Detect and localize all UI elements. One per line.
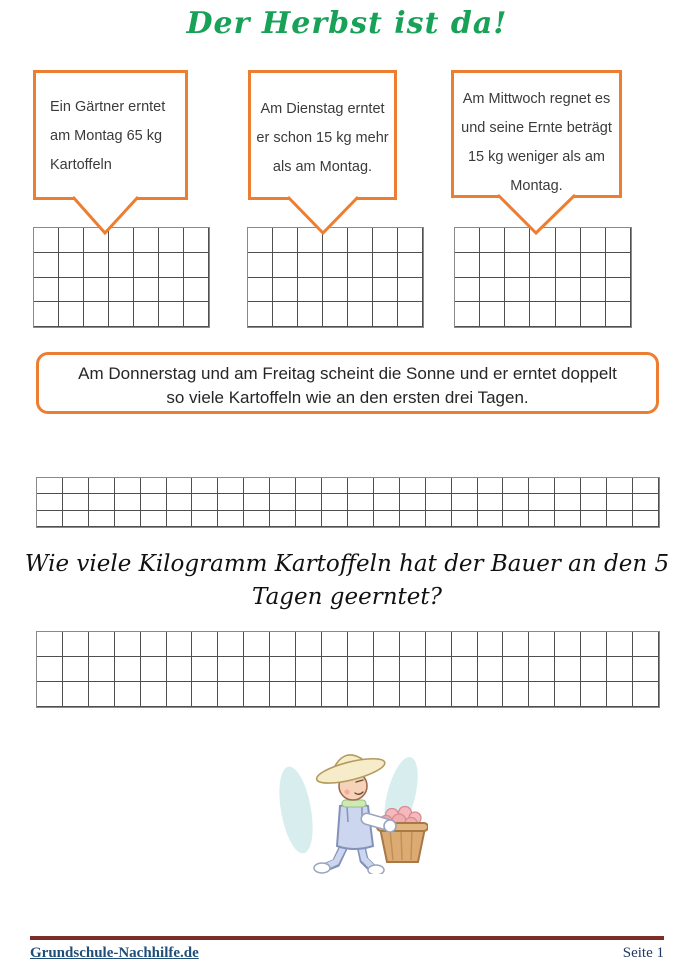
grid-cell — [455, 228, 480, 253]
grid-cell — [109, 302, 134, 327]
grid-cell — [296, 657, 322, 682]
grid-cell — [607, 682, 633, 707]
grid-cell — [192, 478, 218, 494]
grid-cell — [159, 278, 184, 303]
grid-cell — [218, 657, 244, 682]
grid-cell — [322, 478, 348, 494]
grid-cell — [529, 632, 555, 657]
grid-cell — [607, 478, 633, 494]
thursday-friday-info-box — [36, 352, 659, 414]
grid-cell — [270, 657, 296, 682]
grid-cell — [530, 278, 555, 303]
squared-answer-grid-monday — [33, 227, 210, 328]
grid-cell — [192, 657, 218, 682]
grid-cell — [348, 657, 374, 682]
grid-cell — [167, 511, 193, 527]
grid-cell — [374, 682, 400, 707]
grid-cell — [34, 253, 59, 278]
grid-cell — [348, 511, 374, 527]
grid-cell — [398, 278, 423, 303]
grid-cell — [59, 228, 84, 253]
grid-cell — [400, 632, 426, 657]
grid-cell — [581, 278, 606, 303]
grid-cell — [89, 657, 115, 682]
grid-cell — [115, 478, 141, 494]
grid-cell — [218, 632, 244, 657]
grid-cell — [607, 494, 633, 510]
grid-cell — [244, 632, 270, 657]
grid-cell — [581, 228, 606, 253]
page-title: Der Herbst ist da! — [186, 6, 508, 41]
grid-cell — [555, 657, 581, 682]
grid-cell — [115, 494, 141, 510]
grid-cell — [184, 278, 209, 303]
grid-cell — [556, 302, 581, 327]
speech-bubble-tuesday-text — [251, 95, 394, 182]
grid-cell — [134, 228, 159, 253]
grid-cell — [59, 253, 84, 278]
grid-cell — [374, 478, 400, 494]
grid-cell — [478, 511, 504, 527]
grid-cell — [159, 253, 184, 278]
grid-cell — [633, 478, 659, 494]
grid-cell — [63, 478, 89, 494]
grid-cell — [323, 253, 348, 278]
grid-cell — [322, 682, 348, 707]
bubble-line: Am Dienstag erntet — [260, 101, 385, 117]
grid-cell — [109, 278, 134, 303]
grid-cell — [373, 253, 398, 278]
grid-cell — [109, 253, 134, 278]
grid-cell — [373, 228, 398, 253]
question-line: Tagen geerntet? — [252, 584, 442, 610]
footer-site-link[interactable]: Grundschule-Nachhilfe.de — [30, 945, 199, 961]
grid-cell — [606, 278, 631, 303]
grid-cell — [503, 478, 529, 494]
grid-cell — [218, 494, 244, 510]
grid-cell — [505, 278, 530, 303]
grid-cell — [503, 494, 529, 510]
grid-cell — [478, 494, 504, 510]
grid-cell — [273, 278, 298, 303]
grid-cell — [159, 228, 184, 253]
grid-cell — [141, 657, 167, 682]
grid-cell — [115, 657, 141, 682]
grid-cell — [63, 682, 89, 707]
grid-cell — [244, 657, 270, 682]
grid-cell — [581, 253, 606, 278]
grid-cell — [426, 657, 452, 682]
speech-bubble-monday — [33, 70, 188, 200]
grid-cell — [296, 494, 322, 510]
grid-cell — [192, 682, 218, 707]
speech-bubble-tuesday — [248, 70, 397, 200]
grid-cell — [529, 494, 555, 510]
grid-cell — [296, 682, 322, 707]
grid-cell — [115, 632, 141, 657]
grid-cell — [184, 302, 209, 327]
question-line: Wie viele Kilogramm Kartoffeln hat der Bauer an den 5 — [24, 551, 670, 577]
grid-cell — [503, 632, 529, 657]
grid-cell — [192, 632, 218, 657]
grid-cell — [141, 494, 167, 510]
grid-cell — [89, 478, 115, 494]
grid-cell — [159, 302, 184, 327]
grid-cell — [478, 478, 504, 494]
grid-cell — [374, 632, 400, 657]
grid-cell — [374, 494, 400, 510]
info-box-line: Am Donnerstag und am Freitag scheint die Sonne und er erntet doppelt — [78, 364, 617, 383]
grid-cell — [556, 278, 581, 303]
grid-cell — [244, 682, 270, 707]
grid-cell — [348, 682, 374, 707]
grid-cell — [348, 632, 374, 657]
grid-cell — [530, 302, 555, 327]
grid-cell — [581, 682, 607, 707]
footer-divider — [30, 936, 664, 940]
grid-cell — [633, 494, 659, 510]
grid-cell — [478, 682, 504, 707]
grid-cell — [167, 657, 193, 682]
grid-cell — [398, 228, 423, 253]
grid-cell — [581, 632, 607, 657]
grid-cell — [633, 657, 659, 682]
grid-cell — [581, 494, 607, 510]
grid-cell — [37, 632, 63, 657]
grid-cell — [192, 494, 218, 510]
footer-page-number: Seite 1 — [622, 945, 664, 961]
grid-cell — [606, 228, 631, 253]
grid-cell — [480, 253, 505, 278]
bubble-line: er schon 15 kg mehr — [256, 130, 389, 146]
grid-cell — [84, 228, 109, 253]
grid-cell — [556, 228, 581, 253]
grid-cell — [298, 253, 323, 278]
grid-cell — [607, 632, 633, 657]
grid-cell — [109, 228, 134, 253]
grid-cell — [89, 632, 115, 657]
grid-cell — [34, 278, 59, 303]
grid-cell — [89, 511, 115, 527]
grid-cell — [606, 302, 631, 327]
grid-cell — [37, 511, 63, 527]
grid-cell — [184, 228, 209, 253]
speech-bubble-wednesday — [451, 70, 622, 198]
grid-cell — [134, 302, 159, 327]
bubble-line: als am Montag. — [272, 159, 373, 175]
squared-answer-grid-wide-top — [36, 477, 660, 528]
grid-cell — [452, 632, 478, 657]
grid-cell — [322, 511, 348, 527]
grid-cell — [59, 278, 84, 303]
grid-cell — [84, 302, 109, 327]
grid-cell — [503, 657, 529, 682]
grid-cell — [323, 302, 348, 327]
grid-cell — [296, 511, 322, 527]
grid-cell — [273, 253, 298, 278]
grid-cell — [348, 278, 373, 303]
grid-cell — [218, 478, 244, 494]
grid-cell — [248, 253, 273, 278]
bubble-line: Montag. — [510, 178, 563, 194]
grid-cell — [270, 682, 296, 707]
grid-cell — [581, 511, 607, 527]
grid-cell — [248, 302, 273, 327]
grid-cell — [455, 278, 480, 303]
grid-cell — [63, 632, 89, 657]
grid-cell — [322, 494, 348, 510]
bubble-line: Am Mittwoch regnet es — [462, 91, 611, 107]
grid-cell — [426, 478, 452, 494]
grid-cell — [398, 253, 423, 278]
grid-cell — [555, 511, 581, 527]
grid-cell — [607, 657, 633, 682]
footer — [30, 936, 664, 962]
grid-cell — [37, 494, 63, 510]
grid-cell — [529, 657, 555, 682]
grid-cell — [248, 278, 273, 303]
grid-cell — [452, 494, 478, 510]
bubble-line: Ein Gärtner erntet — [50, 99, 166, 115]
grid-cell — [218, 511, 244, 527]
grid-cell — [167, 682, 193, 707]
grid-cell — [184, 253, 209, 278]
grid-cell — [452, 511, 478, 527]
grid-cell — [426, 494, 452, 510]
grid-cell — [452, 478, 478, 494]
bubble-line: und seine Ernte beträgt — [461, 120, 612, 136]
grid-cell — [505, 302, 530, 327]
grid-cell — [398, 302, 423, 327]
grid-cell — [400, 682, 426, 707]
grid-cell — [529, 478, 555, 494]
grid-cell — [270, 494, 296, 510]
grid-cell — [89, 682, 115, 707]
grid-cell — [480, 302, 505, 327]
grid-cell — [89, 494, 115, 510]
speech-bubble-wednesday-text — [454, 85, 619, 201]
grid-cell — [167, 478, 193, 494]
grid-cell — [478, 632, 504, 657]
grid-cell — [503, 682, 529, 707]
grid-cell — [455, 302, 480, 327]
grid-cell — [322, 632, 348, 657]
grid-cell — [400, 657, 426, 682]
grid-cell — [581, 657, 607, 682]
grid-cell — [270, 511, 296, 527]
grid-cell — [273, 302, 298, 327]
grid-cell — [400, 478, 426, 494]
squared-answer-grid-wednesday — [454, 227, 632, 328]
grid-cell — [400, 494, 426, 510]
grid-cell — [248, 228, 273, 253]
info-box-line: so viele Kartoffeln wie an den ersten drei Tagen. — [166, 388, 529, 407]
squared-answer-grid-wide-bottom — [36, 631, 660, 708]
grid-cell — [480, 228, 505, 253]
grid-cell — [555, 478, 581, 494]
grid-cell — [141, 511, 167, 527]
bubble-line: am Montag 65 kg — [50, 128, 163, 144]
grid-cell — [244, 494, 270, 510]
grid-cell — [141, 682, 167, 707]
grid-cell — [426, 632, 452, 657]
grid-cell — [400, 511, 426, 527]
grid-cell — [581, 478, 607, 494]
grid-cell — [192, 511, 218, 527]
grid-cell — [244, 478, 270, 494]
grid-cell — [167, 632, 193, 657]
grid-cell — [270, 632, 296, 657]
grid-cell — [37, 657, 63, 682]
bubble-line: 15 kg weniger als am — [467, 149, 605, 165]
grid-cell — [296, 478, 322, 494]
grid-cell — [244, 511, 270, 527]
grid-cell — [529, 511, 555, 527]
grid-cell — [298, 278, 323, 303]
grid-cell — [273, 228, 298, 253]
grid-cell — [59, 302, 84, 327]
grid-cell — [374, 511, 400, 527]
grid-cell — [478, 657, 504, 682]
grid-cell — [452, 657, 478, 682]
grid-cell — [167, 494, 193, 510]
grid-cell — [348, 494, 374, 510]
grid-cell — [34, 302, 59, 327]
grid-cell — [323, 228, 348, 253]
grid-cell — [555, 494, 581, 510]
grid-cell — [348, 228, 373, 253]
grid-cell — [348, 302, 373, 327]
grid-cell — [34, 228, 59, 253]
grid-cell — [374, 657, 400, 682]
grid-cell — [298, 302, 323, 327]
grid-cell — [115, 511, 141, 527]
grid-cell — [63, 657, 89, 682]
grid-cell — [37, 478, 63, 494]
grid-cell — [505, 228, 530, 253]
grid-cell — [373, 278, 398, 303]
grid-cell — [606, 253, 631, 278]
grid-cell — [452, 682, 478, 707]
grid-cell — [530, 228, 555, 253]
grid-cell — [63, 511, 89, 527]
grid-cell — [141, 632, 167, 657]
grid-cell — [455, 253, 480, 278]
grid-cell — [581, 302, 606, 327]
grid-cell — [115, 682, 141, 707]
bubble-line: Kartoffeln — [50, 157, 112, 173]
child-with-basket-illustration — [268, 736, 428, 874]
grid-cell — [480, 278, 505, 303]
grid-cell — [134, 278, 159, 303]
grid-cell — [426, 511, 452, 527]
grid-cell — [298, 228, 323, 253]
grid-cell — [84, 253, 109, 278]
grid-cell — [37, 682, 63, 707]
grid-cell — [373, 302, 398, 327]
grid-cell — [348, 478, 374, 494]
grid-cell — [84, 278, 109, 303]
grid-cell — [218, 682, 244, 707]
grid-cell — [296, 632, 322, 657]
grid-cell — [530, 253, 555, 278]
grid-cell — [134, 253, 159, 278]
grid-cell — [503, 511, 529, 527]
grid-cell — [141, 478, 167, 494]
grid-cell — [529, 682, 555, 707]
speech-bubble-monday-text — [50, 93, 185, 180]
grid-cell — [555, 682, 581, 707]
question-text — [0, 548, 694, 614]
grid-cell — [505, 253, 530, 278]
squared-answer-grid-tuesday — [247, 227, 424, 328]
grid-cell — [633, 632, 659, 657]
grid-cell — [555, 632, 581, 657]
grid-cell — [607, 511, 633, 527]
grid-cell — [348, 253, 373, 278]
grid-cell — [633, 682, 659, 707]
grid-cell — [323, 278, 348, 303]
grid-cell — [556, 253, 581, 278]
grid-cell — [426, 682, 452, 707]
grid-cell — [270, 478, 296, 494]
grid-cell — [633, 511, 659, 527]
grid-cell — [63, 494, 89, 510]
grid-cell — [322, 657, 348, 682]
